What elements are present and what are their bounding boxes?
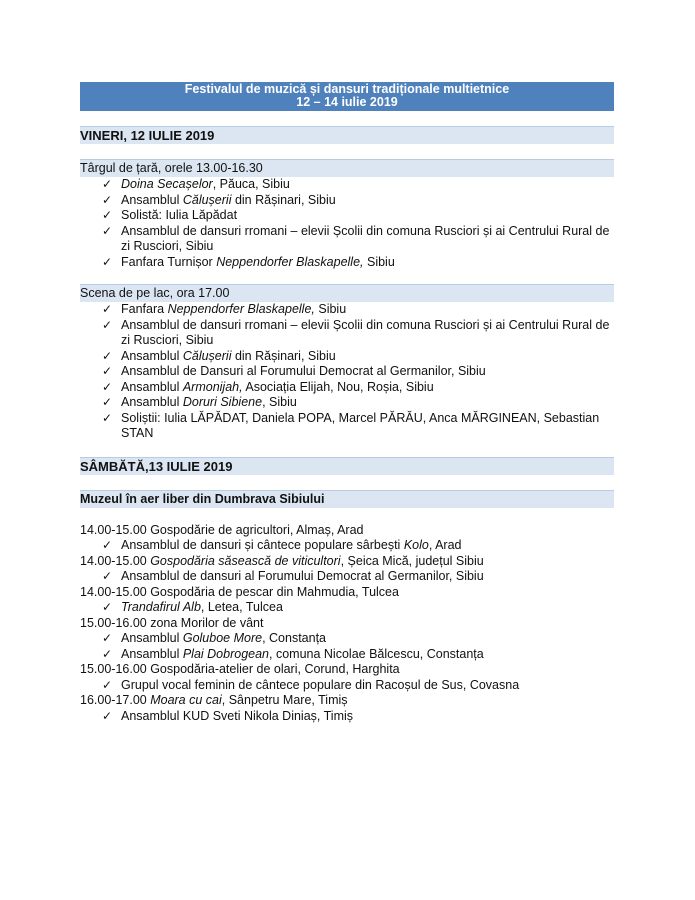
check-icon: ✓ xyxy=(102,646,113,661)
list-item: ✓ Ansamblul de dansuri al Forumului Democrat al Germanilor, Sibiu xyxy=(102,569,484,583)
check-icon: ✓ xyxy=(102,364,113,378)
festival-dates: 12 – 14 iulie 2019 xyxy=(296,95,398,109)
list-item: ✓ Solistă: Iulia Lăpădat xyxy=(102,208,238,222)
check-icon: ✓ xyxy=(102,631,113,645)
list-item: ✓ Soliștii: Iulia LĂPĂDAT, Daniela POPA, Marcel PĂRĂU, Anca MĂRGINEAN, Sebastian STAN xyxy=(102,410,600,440)
list-item: ✓ Ansamblul Călușerii din Rășinari, Sibiu xyxy=(102,192,336,207)
venue-heading-muzeul: Muzeul în aer liber din Dumbrava Sibiului xyxy=(80,490,614,508)
check-icon: ✓ xyxy=(102,192,113,207)
day-heading-friday: VINERI, 12 IULIE 2019 xyxy=(80,126,614,144)
check-icon: ✓ xyxy=(102,177,113,191)
check-icon: ✓ xyxy=(102,208,113,222)
check-icon: ✓ xyxy=(102,538,113,552)
spacer xyxy=(80,144,614,159)
performer-list xyxy=(80,709,614,725)
schedule-slot: 16.00-17.00 Moara cu cai, Sânpetru Mare, Timiș xyxy=(80,693,348,707)
check-icon: ✓ xyxy=(102,569,113,583)
performer-list xyxy=(80,538,614,554)
list-item: ✓ Grupul vocal feminin de cântece populare din Racoșul de Sus, Covasna xyxy=(102,677,520,692)
festival-banner xyxy=(80,82,614,111)
list-item: ✓ Doina Secașelor, Păuca, Sibiu xyxy=(102,177,290,191)
check-icon: ✓ xyxy=(102,600,113,614)
list-item: ✓ Ansamblul Armonijah, Asociația Elijah, Nou, Roșia, Sibiu xyxy=(102,379,434,394)
document-page xyxy=(80,82,614,724)
performer-list xyxy=(80,631,614,662)
list-item: ✓ Fanfara Turnișor Neppendorfer Blaskapelle, Sibiu xyxy=(102,254,395,269)
check-icon: ✓ xyxy=(102,254,113,269)
list-item: ✓ Ansamblul Goluboe More, Constanța xyxy=(102,631,326,645)
check-icon: ✓ xyxy=(102,348,113,363)
performer-list xyxy=(80,177,614,270)
check-icon: ✓ xyxy=(102,317,113,332)
list-item: ✓ Fanfara Neppendorfer Blaskapelle, Sibiu xyxy=(102,302,347,316)
list-item: ✓ Ansamblul de dansuri rromani – elevii Școlii din comuna Rusciori și ai Centrului Rural de zi Rusciori, Sibiu xyxy=(102,317,610,347)
venue-heading-targul: Târgul de țară, orele 13.00-16.30 xyxy=(80,159,614,177)
list-item: ✓ Trandafirul Alb, Letea, Tulcea xyxy=(102,600,283,614)
list-item: ✓ Ansamblul Doruri Sibiene, Sibiu xyxy=(102,395,297,409)
schedule-slot: 14.00-15.00 Gospodăria săsească de viticultori, Șeica Mică, județul Sibiu xyxy=(80,553,484,568)
performer-list xyxy=(80,569,614,585)
list-item: ✓ Ansamblul de dansuri rromani – elevii Școlii din comuna Rusciori și ai Centrului Rural de zi Rusciori, Sibiu xyxy=(102,223,610,253)
list-item: ✓ Ansamblul KUD Sveti Nikola Diniaș, Timiș xyxy=(102,708,354,723)
performer-list xyxy=(80,678,614,694)
day-heading-saturday: SÂMBĂTĂ,13 IULIE 2019 xyxy=(80,457,614,475)
check-icon: ✓ xyxy=(102,708,113,723)
check-icon: ✓ xyxy=(102,410,113,425)
schedule-slot: 15.00-16.00 zona Morilor de vânt xyxy=(80,615,264,630)
schedule-slot: 15.00-16.00 Gospodăria-atelier de olari, Corund, Harghita xyxy=(80,662,400,676)
check-icon: ✓ xyxy=(102,395,113,409)
check-icon: ✓ xyxy=(102,677,113,692)
check-icon: ✓ xyxy=(102,302,113,316)
list-item: ✓ Ansamblul Călușerii din Rășinari, Sibiu xyxy=(102,348,336,363)
list-item: ✓ Ansamblul Plai Dobrogean, comuna Nicolae Bălcescu, Constanța xyxy=(102,646,484,661)
performer-list xyxy=(80,600,614,616)
performer-list xyxy=(80,302,614,442)
check-icon: ✓ xyxy=(102,379,113,394)
venue-heading-scena: Scena de pe lac, ora 17.00 xyxy=(80,284,614,302)
list-item: ✓ Ansamblul de dansuri și cântece populare sârbești Kolo, Arad xyxy=(102,538,462,552)
schedule-slot: 14.00-15.00 Gospodărie de agricultori, Almaș, Arad xyxy=(80,522,364,537)
check-icon: ✓ xyxy=(102,223,113,238)
list-item: ✓ Ansamblul de Dansuri al Forumului Democrat al Germanilor, Sibiu xyxy=(102,364,486,378)
schedule-slot: 14.00-15.00 Gospodăria de pescar din Mahmudia, Tulcea xyxy=(80,584,399,599)
festival-title: Festivalul de muzică și dansuri tradiționale multietnice xyxy=(184,82,510,96)
spacer xyxy=(80,508,614,523)
